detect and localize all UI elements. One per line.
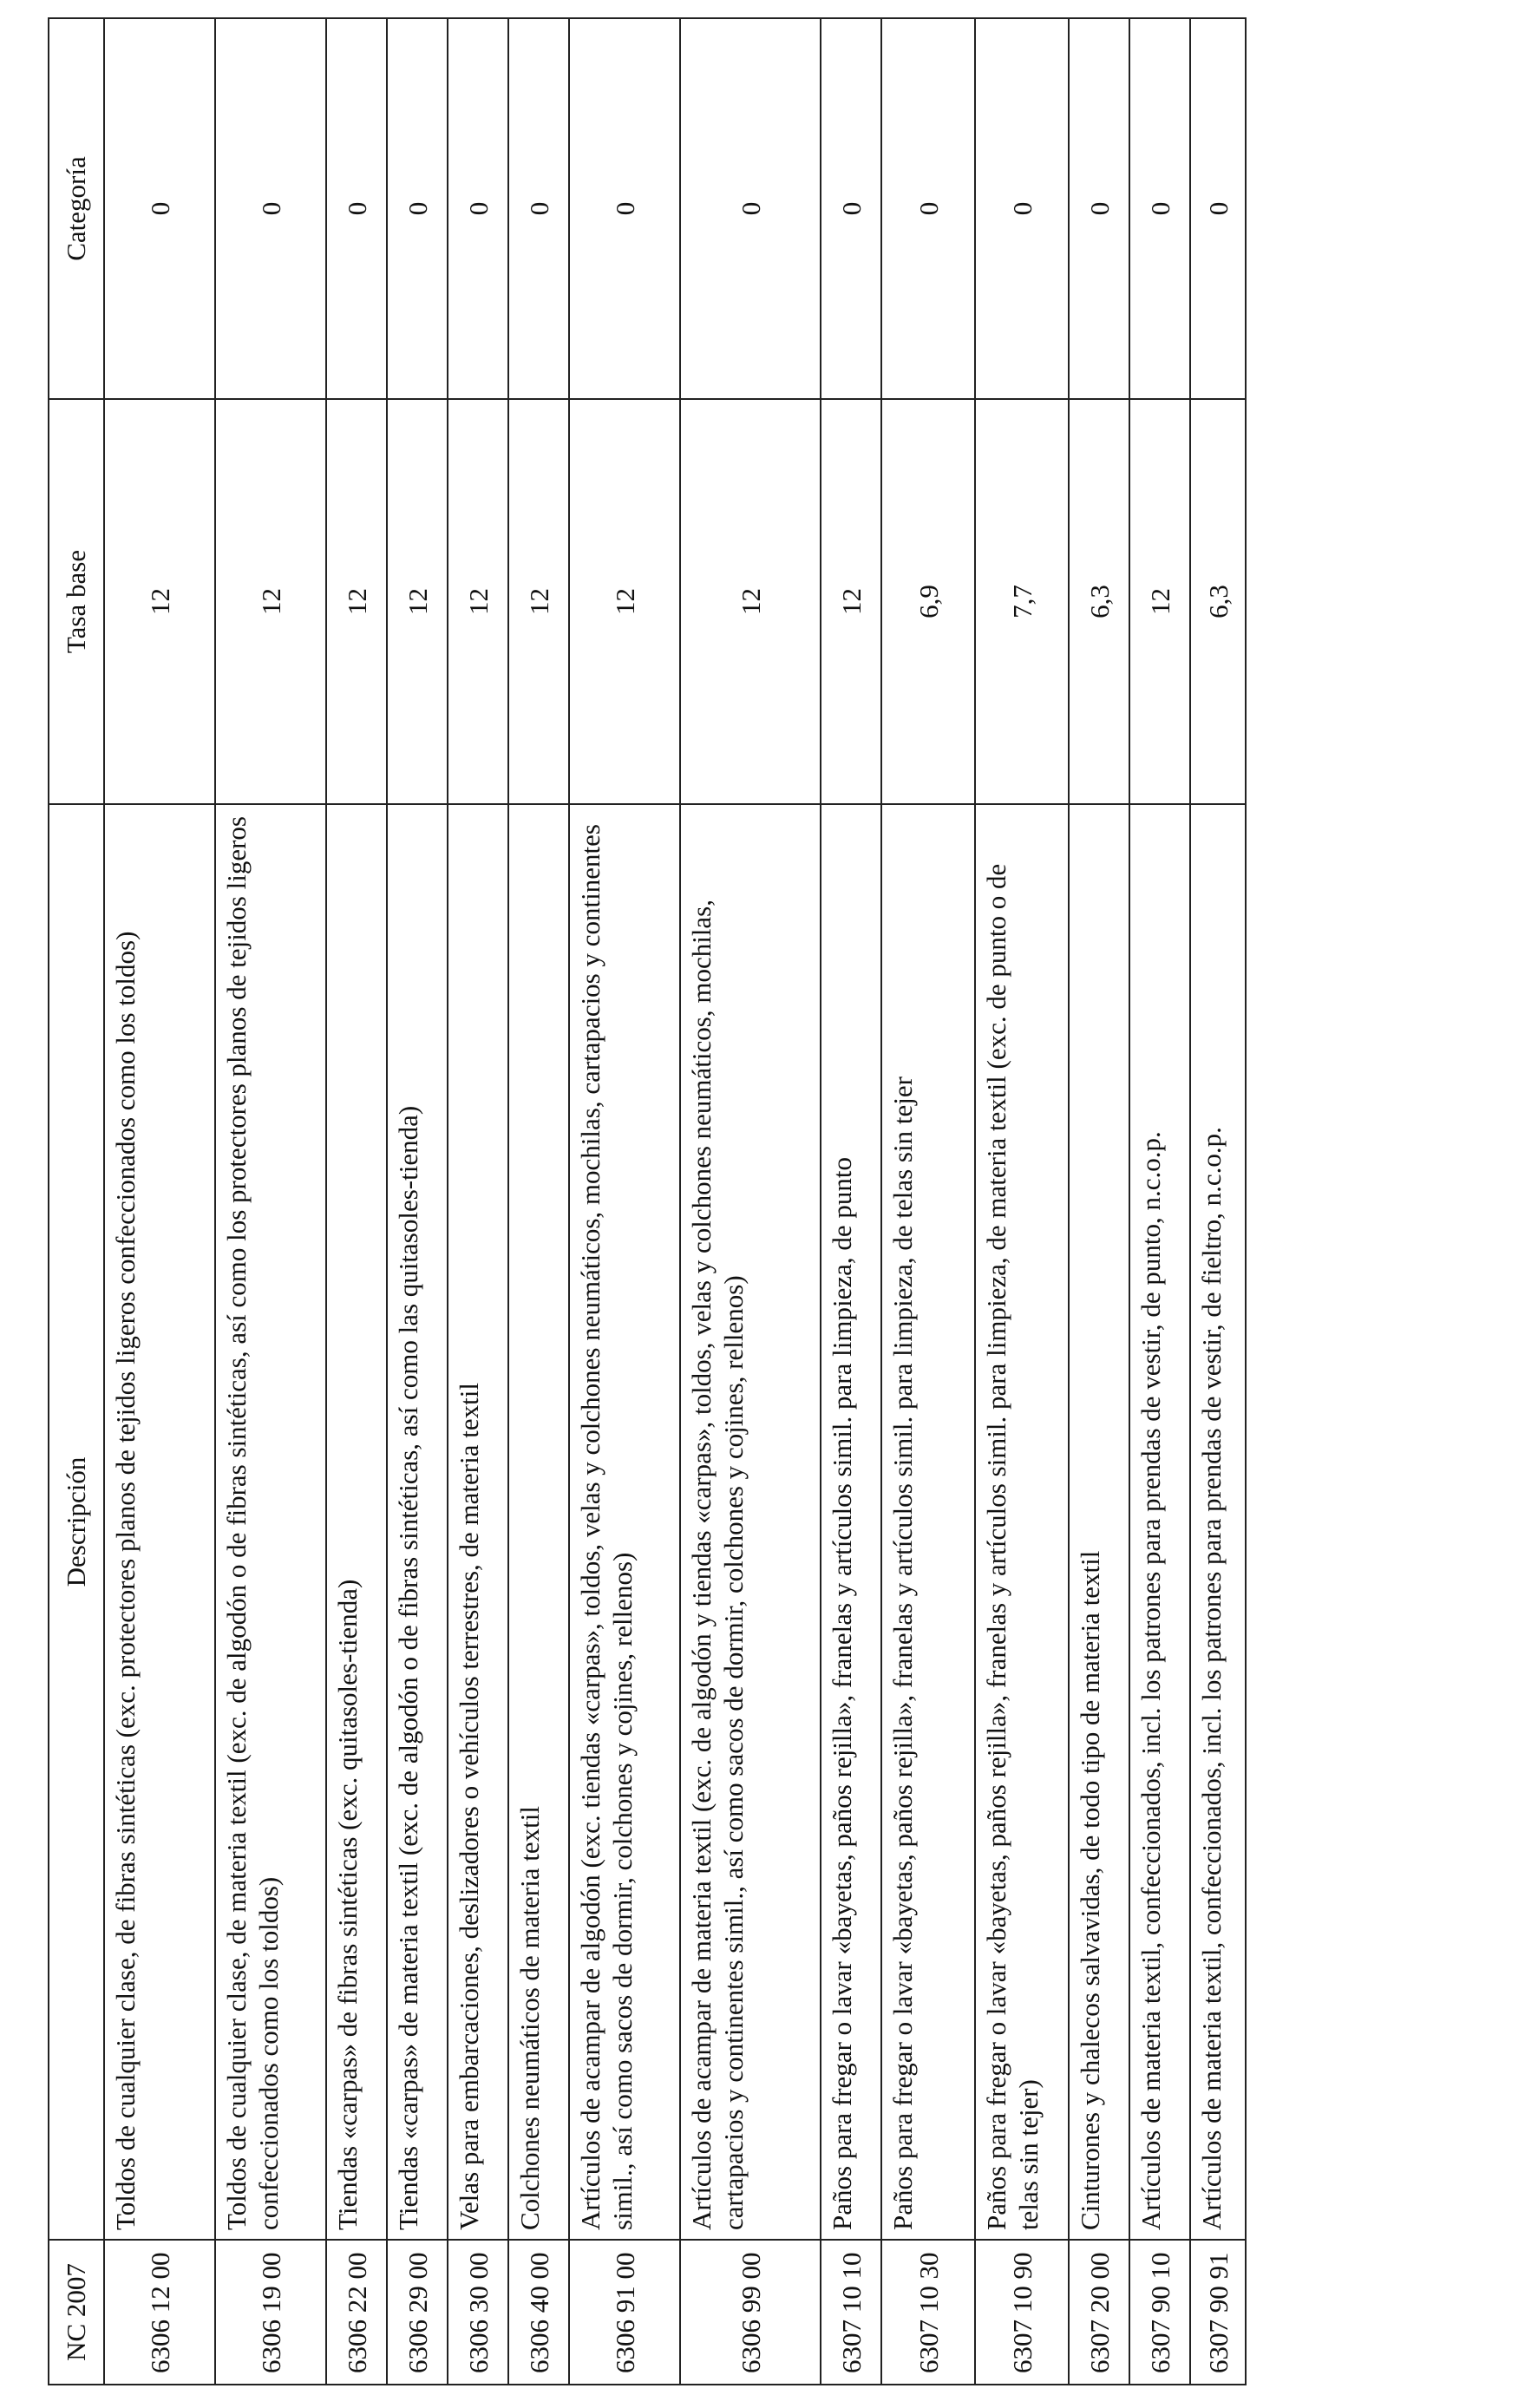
table-row xyxy=(821,18,881,2385)
table-row xyxy=(448,18,508,2385)
table-row xyxy=(104,18,215,2385)
cell-rate: 12 xyxy=(821,399,881,804)
table-row xyxy=(1190,18,1246,2385)
cell-code: 6306 29 00 xyxy=(387,2240,448,2385)
cell-rate: 7,7 xyxy=(975,399,1069,804)
cell-code: 6307 10 30 xyxy=(881,2240,975,2385)
cell-category: 0 xyxy=(508,18,569,399)
cell-rate: 12 xyxy=(326,399,387,804)
cell-code: 6307 10 90 xyxy=(975,2240,1069,2385)
header-categoria: Categoría xyxy=(49,18,104,399)
cell-rate: 12 xyxy=(508,399,569,804)
header-tasa-base: Tasa base xyxy=(49,399,104,804)
cell-category: 0 xyxy=(1069,18,1129,399)
cell-rate: 12 xyxy=(569,399,680,804)
cell-category: 0 xyxy=(881,18,975,399)
table-row xyxy=(326,18,387,2385)
cell-code: 6306 30 00 xyxy=(448,2240,508,2385)
cell-description: Paños para fregar o lavar «bayetas, paños rejilla», franelas y artículos simil. para limpieza, de punto xyxy=(821,804,881,2240)
cell-rate: 6,3 xyxy=(1190,399,1246,804)
cell-description: Cinturones y chalecos salvavidas, de todo tipo de materia textil xyxy=(1069,804,1129,2240)
cell-description: Artículos de materia textil, confeccionados, incl. los patrones para prendas de vestir, de punto, n.c.o.p. xyxy=(1129,804,1190,2240)
table-row xyxy=(1129,18,1190,2385)
table-row xyxy=(680,18,821,2385)
cell-category: 0 xyxy=(104,18,215,399)
cell-rate: 12 xyxy=(680,399,821,804)
cell-description: Paños para fregar o lavar «bayetas, paños rejilla», franelas y artículos simil. para limpieza, de materia textil (exc. de punto o de telas sin tejer) xyxy=(975,804,1069,2240)
cell-code: 6307 90 91 xyxy=(1190,2240,1246,2385)
cell-description: Tiendas «carpas» de materia textil (exc. de algodón o de fibras sintéticas, así como las quitasoles-tienda) xyxy=(387,804,448,2240)
cell-category: 0 xyxy=(326,18,387,399)
cell-code: 6306 19 00 xyxy=(215,2240,326,2385)
table-row xyxy=(508,18,569,2385)
cell-rate: 6,9 xyxy=(881,399,975,804)
cell-category: 0 xyxy=(821,18,881,399)
cell-description: Colchones neumáticos de materia textil xyxy=(508,804,569,2240)
cell-category: 0 xyxy=(569,18,680,399)
cell-description: Artículos de acampar de algodón (exc. tiendas «carpas», toldos, velas y colchones neumáticos, mochilas, cartapacios y continentes simil., así como sacos de dormir, colchones y cojines, rellenos) xyxy=(569,804,680,2240)
header-nc-2007: NC 2007 xyxy=(49,2240,104,2385)
header-descripcion: Descripción xyxy=(49,804,104,2240)
cell-rate: 12 xyxy=(387,399,448,804)
cell-description: Artículos de acampar de materia textil (exc. de algodón y tiendas «carpas», toldos, velas y colchones neumáticos, mochilas, cartapacios y continentes simil., así como sacos de dormir, colchones y cojines, rellenos) xyxy=(680,804,821,2240)
cell-category: 0 xyxy=(1129,18,1190,399)
table-row xyxy=(387,18,448,2385)
table-row xyxy=(569,18,680,2385)
cell-code: 6306 22 00 xyxy=(326,2240,387,2385)
cell-category: 0 xyxy=(1190,18,1246,399)
cell-description: Artículos de materia textil, confeccionados, incl. los patrones para prendas de vestir, de fieltro, n.c.o.p. xyxy=(1190,804,1246,2240)
cell-category: 0 xyxy=(448,18,508,399)
table-row xyxy=(881,18,975,2385)
tariff-table xyxy=(48,17,1247,2385)
cell-description: Velas para embarcaciones, deslizadores o vehículos terrestres, de materia textil xyxy=(448,804,508,2240)
cell-category: 0 xyxy=(387,18,448,399)
table-row xyxy=(975,18,1069,2385)
cell-code: 6307 20 00 xyxy=(1069,2240,1129,2385)
cell-category: 0 xyxy=(975,18,1069,399)
rotated-table-frame xyxy=(48,19,1234,2385)
cell-code: 6306 99 00 xyxy=(680,2240,821,2385)
cell-rate: 12 xyxy=(448,399,508,804)
cell-rate: 12 xyxy=(1129,399,1190,804)
cell-description: Toldos de cualquier clase, de materia textil (exc. de algodón o de fibras sintéticas, así como los protectores planos de tejidos ligeros confeccionados como los toldos) xyxy=(215,804,326,2240)
table-header-row xyxy=(49,18,104,2385)
table-body xyxy=(104,18,1246,2385)
cell-rate: 12 xyxy=(104,399,215,804)
cell-category: 0 xyxy=(215,18,326,399)
cell-description: Toldos de cualquier clase, de fibras sintéticas (exc. protectores planos de tejidos ligeros confeccionados como los toldos) xyxy=(104,804,215,2240)
cell-description: Tiendas «carpas» de fibras sintéticas (exc. quitasoles-tienda) xyxy=(326,804,387,2240)
cell-rate: 6,3 xyxy=(1069,399,1129,804)
cell-code: 6307 90 10 xyxy=(1129,2240,1190,2385)
cell-code: 6307 10 10 xyxy=(821,2240,881,2385)
cell-description: Paños para fregar o lavar «bayetas, paños rejilla», franelas y artículos simil. para limpieza, de telas sin tejer xyxy=(881,804,975,2240)
cell-rate: 12 xyxy=(215,399,326,804)
table-row xyxy=(1069,18,1129,2385)
cell-code: 6306 91 00 xyxy=(569,2240,680,2385)
table-row xyxy=(215,18,326,2385)
cell-code: 6306 12 00 xyxy=(104,2240,215,2385)
cell-code: 6306 40 00 xyxy=(508,2240,569,2385)
cell-category: 0 xyxy=(680,18,821,399)
